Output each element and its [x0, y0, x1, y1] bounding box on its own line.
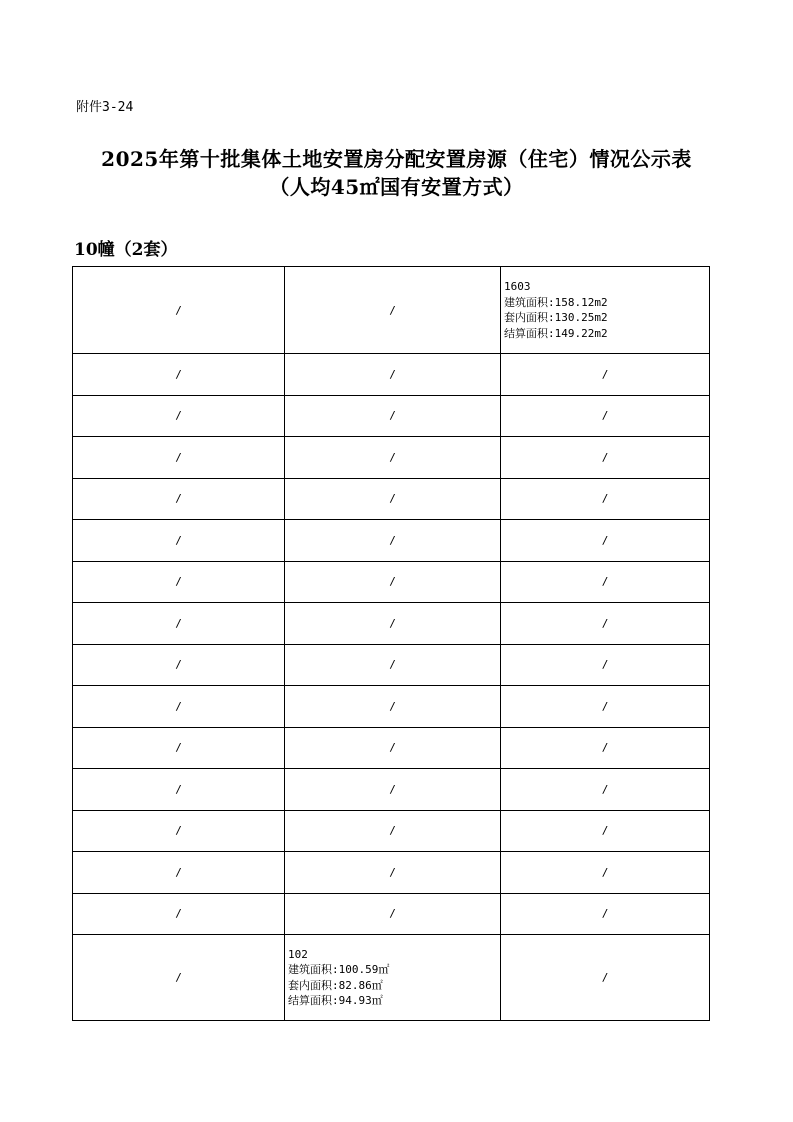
table-cell: [73, 727, 285, 769]
inner-area: 套内面积:130.25m2: [504, 311, 608, 324]
table-cell: [285, 686, 501, 728]
empty-marker: /: [389, 907, 396, 921]
empty-marker: /: [389, 824, 396, 838]
empty-marker: /: [175, 303, 182, 317]
table-cell: [73, 437, 285, 479]
table-cell: [73, 395, 285, 437]
table-cell: [73, 893, 285, 935]
table-cell: [285, 603, 501, 645]
table-row: [73, 267, 710, 354]
settlement-area: 结算面积:94.93㎡: [288, 994, 383, 1007]
empty-marker: /: [601, 409, 609, 423]
inner-area: 套内面积:82.86㎡: [288, 978, 383, 992]
empty-marker: /: [175, 658, 182, 672]
unit-number: 102: [288, 947, 308, 961]
empty-marker: /: [175, 533, 182, 547]
empty-marker: /: [389, 699, 396, 713]
empty-marker: /: [175, 741, 182, 755]
empty-marker: /: [175, 575, 182, 589]
table-cell: [501, 437, 710, 479]
empty-marker: /: [601, 741, 609, 755]
table-cell: [285, 644, 501, 686]
table-cell: [73, 769, 285, 811]
unit-cell-1603: [501, 267, 710, 354]
table-row: [73, 935, 710, 1021]
table-cell: [285, 769, 501, 811]
table-row: [73, 354, 710, 396]
table-row: [73, 561, 710, 603]
empty-marker: /: [601, 367, 609, 381]
table-cell: [501, 520, 710, 562]
table-row: [73, 893, 710, 935]
empty-marker: /: [389, 616, 396, 630]
building-area: 建筑面积:100.59㎡: [288, 963, 390, 976]
table-cell: [501, 935, 710, 1021]
table-cell: [285, 893, 501, 935]
empty-marker: /: [601, 907, 609, 921]
empty-marker: /: [601, 699, 609, 713]
table-cell: [501, 769, 710, 811]
table-cell: [501, 561, 710, 603]
empty-marker: /: [389, 533, 396, 547]
empty-marker: /: [601, 533, 609, 547]
empty-marker: /: [175, 699, 182, 713]
table-row: [73, 478, 710, 520]
empty-marker: /: [389, 303, 396, 317]
empty-marker: /: [601, 782, 609, 796]
empty-marker: /: [389, 741, 396, 755]
empty-marker: /: [175, 492, 182, 506]
table-cell: [73, 603, 285, 645]
empty-marker: /: [601, 450, 609, 464]
empty-marker: /: [175, 450, 182, 464]
table-cell: [285, 561, 501, 603]
table-row: [73, 769, 710, 811]
empty-marker: /: [175, 907, 182, 921]
table-cell: [73, 520, 285, 562]
page-subtitle: （人均45㎡国有安置方式）: [269, 175, 524, 199]
table-cell: [73, 686, 285, 728]
empty-marker: /: [389, 367, 396, 381]
table-row: [73, 810, 710, 852]
empty-marker: /: [601, 492, 609, 506]
table-cell: [73, 478, 285, 520]
unit-cell-102: [285, 935, 501, 1021]
empty-marker: /: [389, 658, 396, 672]
table-cell: [501, 395, 710, 437]
empty-marker: /: [601, 616, 609, 630]
table-row: [73, 437, 710, 479]
attachment-label: 附件3-24: [76, 100, 134, 115]
table-cell: [285, 727, 501, 769]
table-row: [73, 644, 710, 686]
table-cell: [501, 727, 710, 769]
empty-marker: /: [601, 658, 609, 672]
empty-marker: /: [175, 824, 182, 838]
building-area: 建筑面积:158.12m2: [504, 295, 608, 309]
table-cell: [285, 852, 501, 894]
table-row: [73, 603, 710, 645]
empty-marker: /: [601, 575, 609, 589]
table-cell: [501, 354, 710, 396]
table-cell: [73, 267, 285, 354]
table-cell: [501, 852, 710, 894]
table-cell: [285, 267, 501, 354]
table-cell: [285, 810, 501, 852]
page-title: 2025年第十批集体土地安置房分配安置房源（住宅）情况公示表: [101, 147, 692, 171]
table-cell: [285, 395, 501, 437]
empty-marker: /: [175, 367, 182, 381]
table-cell: [501, 893, 710, 935]
table-row: [73, 686, 710, 728]
table-row: [73, 727, 710, 769]
table-cell: [501, 478, 710, 520]
table-cell: [73, 935, 285, 1021]
building-label: 10幢（2套）: [74, 240, 178, 260]
table-cell: [73, 561, 285, 603]
empty-marker: /: [175, 409, 182, 423]
unit-info: [285, 947, 500, 1009]
table-cell: [501, 686, 710, 728]
table-cell: [285, 478, 501, 520]
empty-marker: /: [389, 575, 396, 589]
empty-marker: /: [389, 865, 396, 879]
unit-table: [72, 266, 710, 1021]
table-cell: [501, 603, 710, 645]
table-row: [73, 395, 710, 437]
settlement-area: 结算面积:149.22m2: [504, 326, 608, 340]
table-cell: [501, 644, 710, 686]
empty-marker: /: [175, 782, 182, 796]
unit-number: 1603: [504, 280, 531, 293]
table-cell: [73, 644, 285, 686]
table-row: [73, 520, 710, 562]
table-cell: [285, 437, 501, 479]
table-cell: [285, 354, 501, 396]
unit-info: [501, 279, 709, 341]
table-cell: [73, 852, 285, 894]
empty-marker: /: [175, 865, 182, 879]
table-cell: [285, 520, 501, 562]
empty-marker: /: [601, 824, 609, 838]
table-cell: [501, 810, 710, 852]
empty-marker: /: [175, 616, 182, 630]
empty-marker: /: [389, 409, 396, 423]
table-row: [73, 852, 710, 894]
table-cell: [73, 354, 285, 396]
empty-marker: /: [601, 971, 609, 984]
empty-marker: /: [601, 865, 609, 879]
empty-marker: /: [389, 782, 396, 796]
empty-marker: /: [389, 492, 396, 506]
table-cell: [73, 810, 285, 852]
empty-marker: /: [175, 971, 182, 984]
empty-marker: /: [389, 450, 396, 464]
